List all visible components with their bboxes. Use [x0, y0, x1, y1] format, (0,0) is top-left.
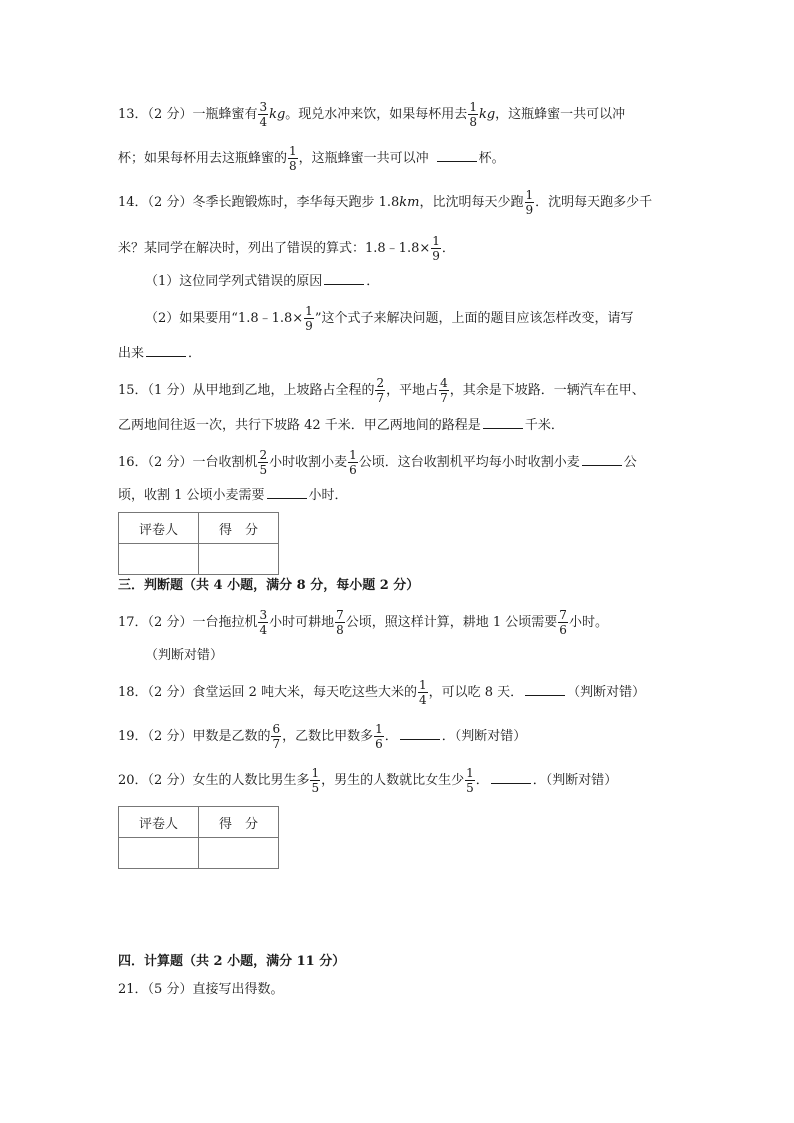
answer-blank[interactable]	[400, 725, 440, 740]
fraction: $\frac{3}{4}$	[259, 608, 268, 637]
grader-table	[118, 512, 279, 575]
section-3-heading: 三．判断题（共 4 小题，满分 8 分，每小题 2 分）	[118, 578, 420, 593]
answer-blank[interactable]	[146, 342, 186, 357]
answer-blank[interactable]	[437, 147, 477, 162]
answer-blank[interactable]	[525, 681, 565, 696]
fraction: $\frac{1}{8}$	[289, 144, 297, 173]
q17-line2: （判断对错）	[145, 648, 224, 663]
q15-line2: 乙两地间往返一次，共行下坡路 42 千米．甲乙两地间的路程是 千米．	[118, 414, 564, 436]
fraction: $\frac{7}{8}$	[336, 608, 344, 637]
answer-blank[interactable]	[582, 451, 622, 466]
fraction: $\frac{1}{6}$	[375, 722, 383, 751]
fraction: $\frac{6}{7}$	[272, 722, 281, 751]
q13-line1: 13．（2 分）一瓶蜂蜜有 $\frac{3}{4}$ kg。现兑水冲来饮，如果每杯用去 $\frac{1}{8}$ kg，这瓶蜂蜜一共可以冲	[118, 100, 626, 129]
fraction: $\frac{1}{5}$	[466, 766, 474, 795]
answer-blank[interactable]	[491, 769, 531, 784]
q20-line: 20．（2 分）女生的人数比男生多 $\frac{1}{5}$ ，男生的人数就比女生少 $\frac{1}{5}$ ． ．（判断对错）	[118, 766, 618, 795]
fraction: $\frac{1}{8}$	[469, 100, 477, 129]
q14-line2: 米？某同学在解决时，列出了错误的算式：1.8﹣1.8× $\frac{1}{9}$ ．	[118, 234, 455, 263]
q14-line1: 14．（2 分）冬季长跑锻炼时，李华每天跑步 1.8km，比沈明每天少跑 $\frac{1}{9}$ ．沈明每天跑多少千	[118, 188, 653, 217]
grader-cell[interactable]	[119, 838, 199, 869]
grader-table	[118, 806, 279, 869]
fraction: $\frac{1}{9}$	[305, 304, 313, 333]
grader-cell[interactable]	[119, 544, 199, 575]
answer-blank[interactable]	[324, 270, 364, 285]
fraction: $\frac{1}{4}$	[418, 678, 427, 707]
fraction: $\frac{7}{6}$	[559, 608, 567, 637]
fraction: $\frac{1}{5}$	[311, 766, 320, 795]
answer-blank[interactable]	[483, 414, 523, 429]
q18-line: 18．（2 分）食堂运回 2 吨大米，每天吃这些大米的 $\frac{1}{4}$ ，可以吃 8 天． （判断对错）	[118, 678, 646, 707]
fraction: $\frac{1}{6}$	[349, 448, 357, 477]
q14-sub2-cont: 出来 ．	[118, 342, 201, 364]
grader-label: 评卷人	[119, 807, 199, 838]
fraction: $\frac{2}{5}$	[259, 448, 268, 477]
section-4-heading: 四．计算题（共 2 小题，满分 11 分）	[118, 954, 346, 969]
q16-line1: 16．（2 分）一台收割机 $\frac{2}{5}$ 小时收割小麦 $\frac{1}{6}$ 公顷．这台收割机平均每小时收割小麦 公	[118, 448, 637, 477]
fraction: $\frac{1}{9}$	[432, 234, 440, 263]
score-label: 得 分	[199, 807, 279, 838]
fraction: $\frac{1}{9}$	[525, 188, 534, 217]
fraction: $\frac{2}{7}$	[376, 376, 385, 405]
score-cell[interactable]	[199, 544, 279, 575]
q17-line1: 17．（2 分）一台拖拉机 $\frac{3}{4}$ 小时可耕地 $\frac{7}{8}$ 公顷，照这样计算，耕地 1 公顷需要 $\frac{7}{6}$ 小时。	[118, 608, 608, 637]
q14-sub2: （2）如果要用“1.8﹣1.8× $\frac{1}{9}$ ”这个式子来解决问题，上面的题目应该怎样改变，请写	[145, 304, 634, 333]
q21-line: 21．（5 分）直接写出得数。	[118, 982, 284, 997]
q19-line: 19．（2 分）甲数是乙数的 $\frac{6}{7}$ ，乙数比甲数多 $\frac{1}{6}$ ． ．（判断对错）	[118, 722, 527, 751]
q13-line2: 杯；如果每杯用去这瓶蜂蜜的 $\frac{1}{8}$ ，这瓶蜂蜜一共可以冲 杯。	[118, 144, 505, 173]
q15-line1: 15．（1 分）从甲地到乙地，上坡路占全程的 $\frac{2}{7}$ ，平地占 $\frac{4}{7}$ ，其余是下坡路．一辆汽车在甲、	[118, 376, 645, 405]
q14-sub1: （1）这位同学列式错误的原因 ．	[145, 270, 379, 292]
answer-blank[interactable]	[267, 484, 307, 499]
grader-label: 评卷人	[119, 513, 199, 544]
score-cell[interactable]	[199, 838, 279, 869]
fraction: $\frac{3}{4}$	[259, 100, 268, 129]
score-label: 得 分	[199, 513, 279, 544]
fraction: $\frac{4}{7}$	[440, 376, 448, 405]
q16-line2: 顷，收割 1 公顷小麦需要 小时．	[118, 484, 348, 506]
